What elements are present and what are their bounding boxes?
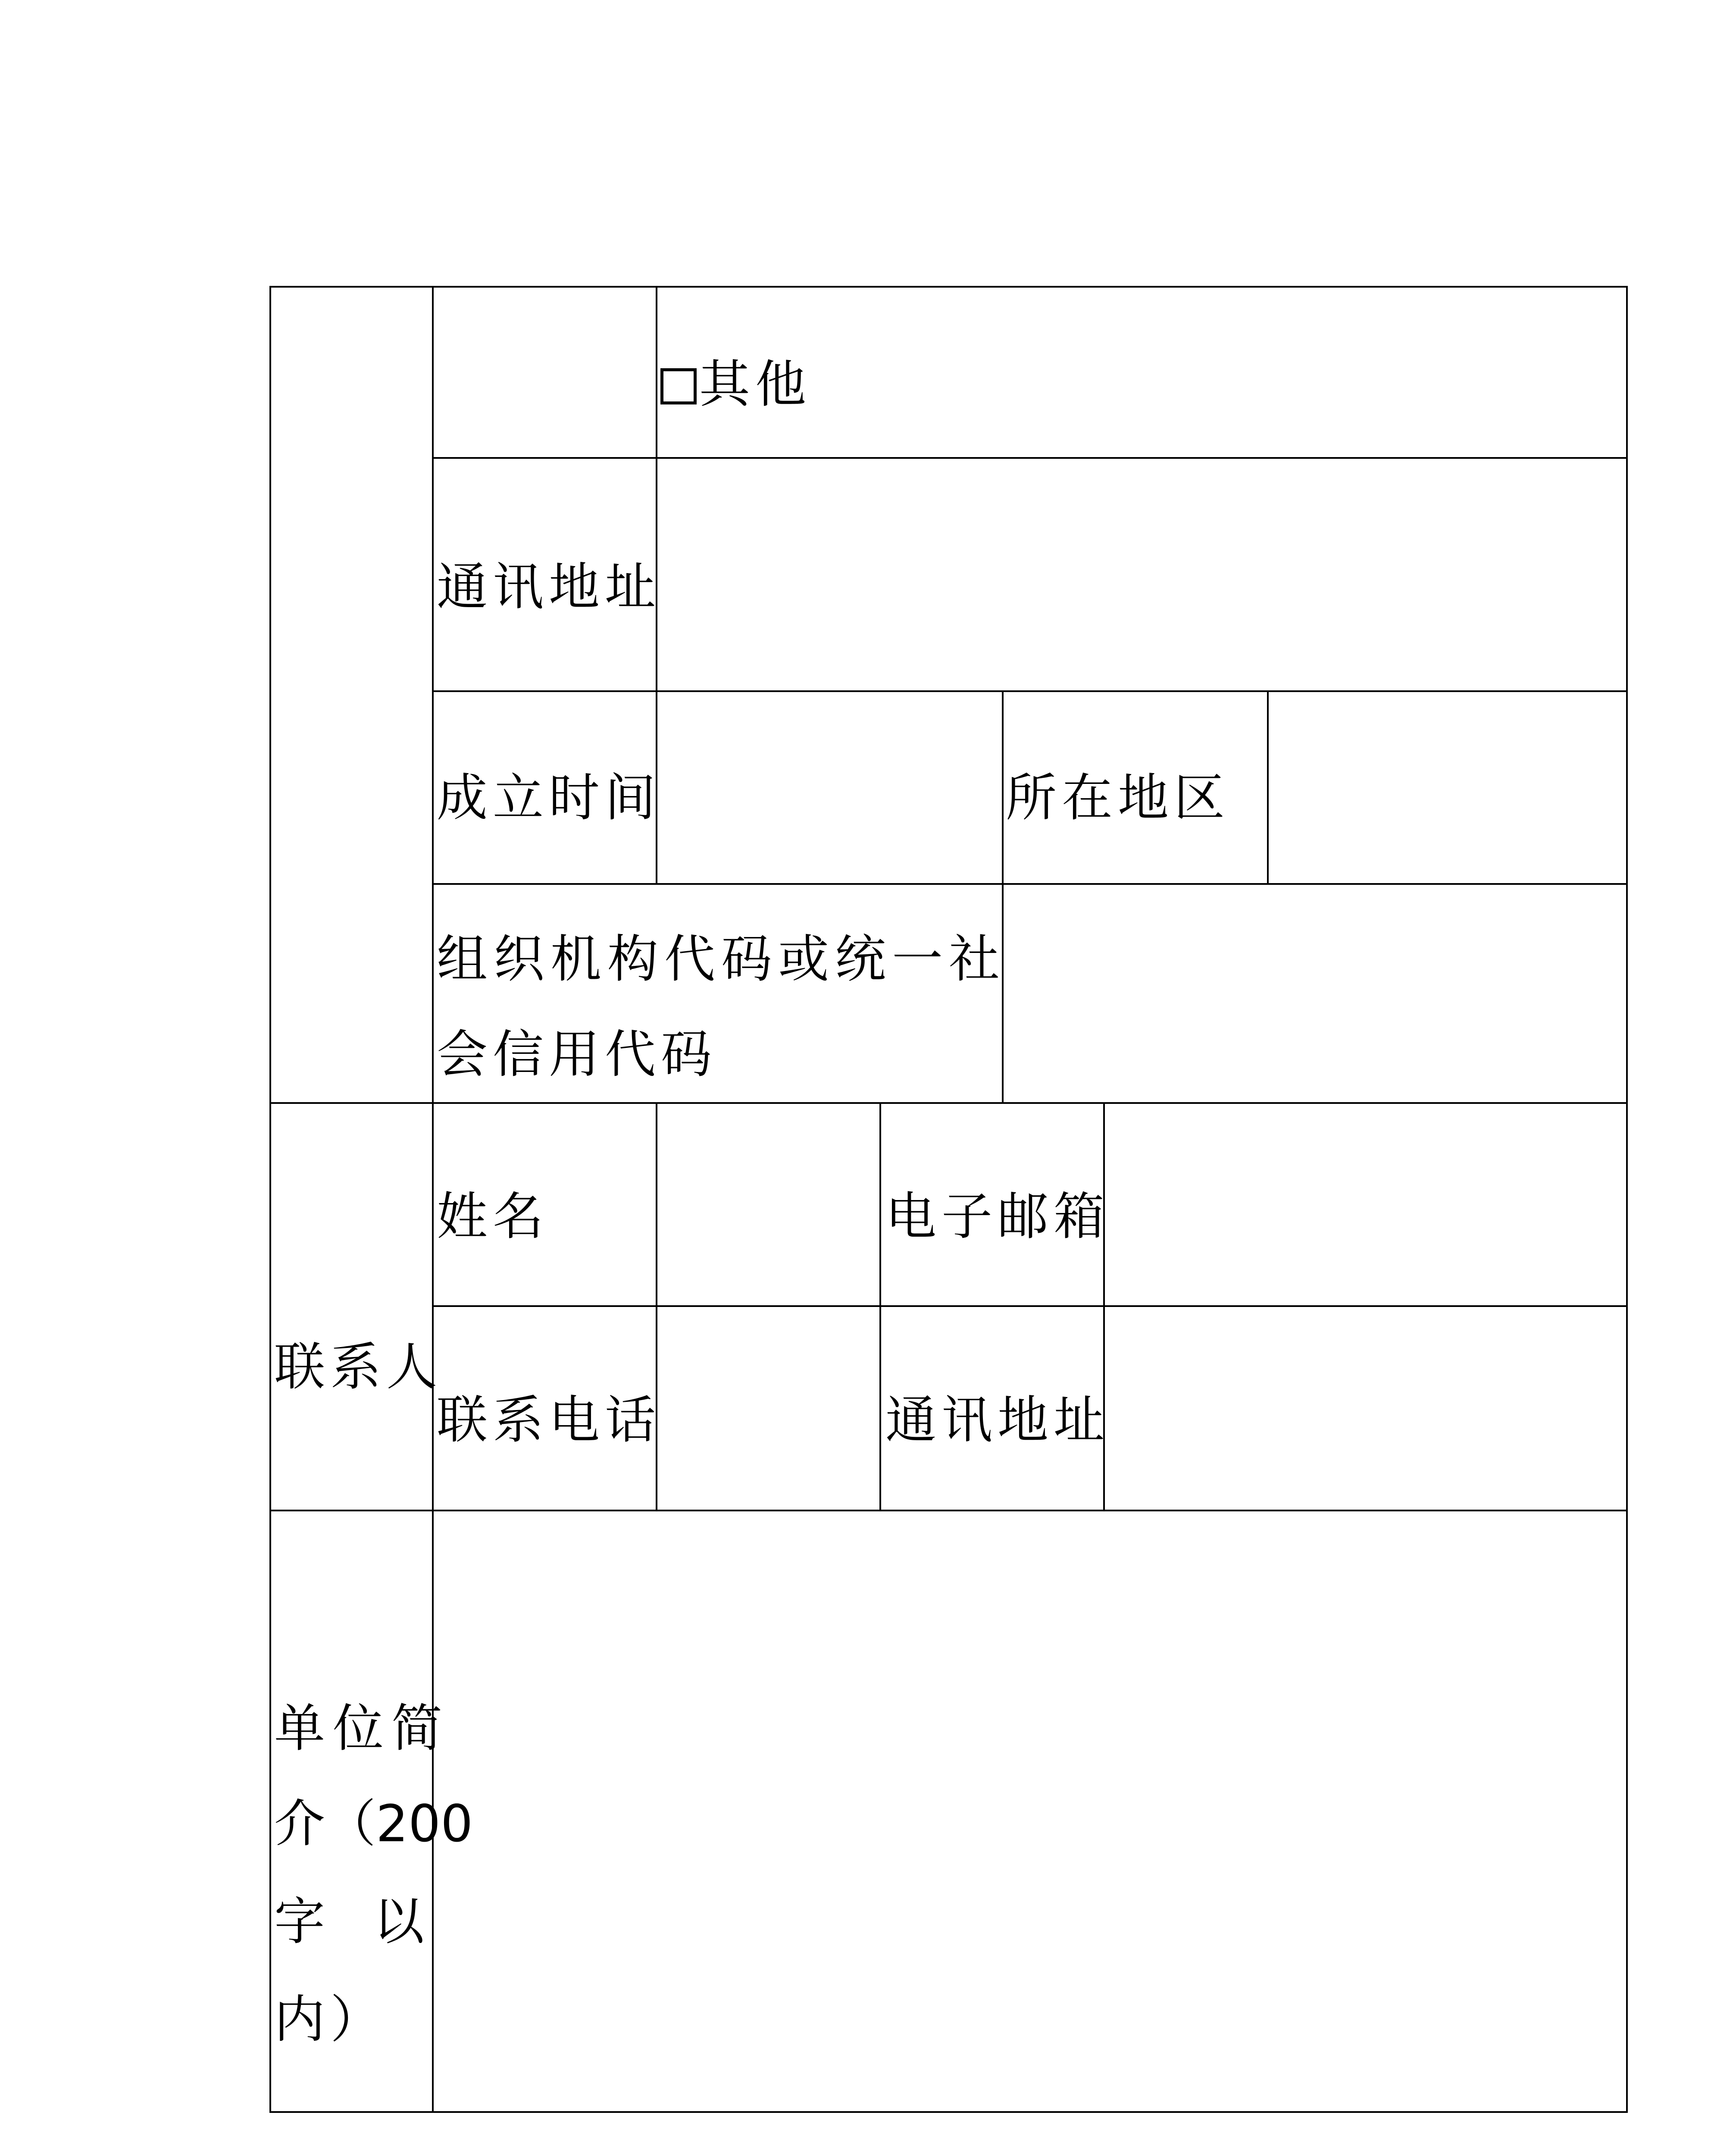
org-address-field[interactable]	[657, 459, 1625, 689]
rule-orgcode-bottom	[270, 1102, 1628, 1104]
rule-top	[270, 286, 1628, 288]
org-code-field[interactable]	[1004, 885, 1625, 1101]
contact-phone-label: 联系电话	[437, 1390, 661, 1450]
contact-phone-field[interactable]	[657, 1307, 879, 1509]
org-address-label: 通讯地址	[437, 557, 661, 617]
contact-address-field[interactable]	[1105, 1307, 1625, 1509]
rule-name-bottom	[433, 1305, 1628, 1307]
contact-name-field[interactable]	[657, 1104, 879, 1304]
contact-name-label: 姓名	[437, 1187, 549, 1246]
rule-address-bottom	[433, 690, 1628, 692]
rule-left	[269, 286, 271, 2113]
other-option[interactable]	[660, 354, 812, 414]
founded-label: 成立时间	[437, 768, 661, 827]
contact-email-label: 电子邮箱	[885, 1187, 1110, 1246]
profile-label-line4: 内）	[274, 1990, 387, 2049]
org-code-label-line1: 组织机构代码或统一社	[437, 929, 1006, 989]
rule-founded-bottom	[433, 883, 1628, 885]
rule-other-bottom	[433, 457, 1628, 459]
region-label: 所在地区	[1006, 768, 1230, 827]
region-field[interactable]	[1269, 693, 1625, 882]
profile-label-line3b: 以	[373, 1892, 430, 1951]
profile-label-line2: 介（200	[274, 1794, 473, 1853]
rule-right	[1626, 286, 1628, 2113]
founded-field[interactable]	[657, 693, 1001, 882]
contact-email-field[interactable]	[1105, 1104, 1625, 1304]
other-option-label: 其他	[699, 354, 812, 414]
contact-address-label: 通讯地址	[885, 1390, 1110, 1450]
org-code-label-line2: 会信用代码	[437, 1025, 717, 1084]
rule-contact-col-2	[879, 1102, 881, 1511]
rule-phone-bottom	[270, 1510, 1628, 1511]
rule-bottom	[270, 2111, 1628, 2113]
profile-label-line3a: 字	[274, 1892, 331, 1951]
profile-label-line1: 单位简	[274, 1698, 450, 1758]
checkbox-icon[interactable]	[660, 368, 697, 404]
contact-section-label: 联系人	[274, 1337, 443, 1397]
profile-field[interactable]	[434, 1512, 1625, 2110]
